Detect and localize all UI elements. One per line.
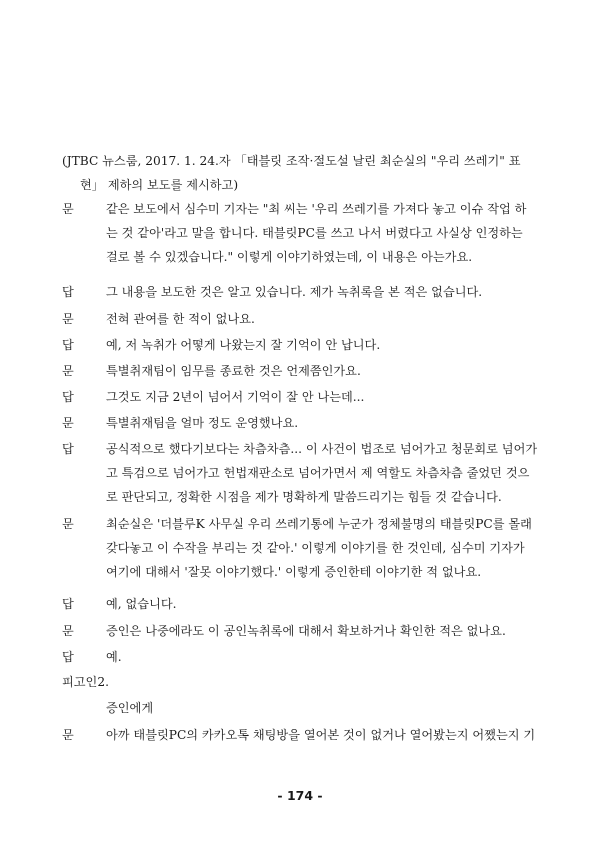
- qa-line: 예.: [106, 650, 122, 664]
- speaker-label: 답: [62, 338, 74, 352]
- qa-item: [62, 359, 550, 383]
- qa-item: [62, 723, 550, 747]
- speaker-label: 문: [62, 364, 74, 378]
- speaker-label: 답: [62, 390, 74, 404]
- qa-line: 특별취재팀이 임무를 종료한 것은 언제쯤인가요.: [106, 364, 361, 378]
- intro-line-2: 현」 제하의 보도를 제시하고): [80, 178, 239, 192]
- qa-line: 아까 태블릿PC의 카카오톡 채팅방을 열어본 것이 없거나 열어봤는지 어쨌는지 기: [106, 728, 536, 742]
- qa-line: 전혀 관여를 한 적이 없나요.: [106, 312, 255, 326]
- qa-line: 증인은 나중에라도 이 공인녹취록에 대해서 확보하거나 확인한 적은 없나요.: [106, 624, 506, 638]
- qa-item: [62, 197, 550, 269]
- qa-line: 는 것 같아'라고 말을 합니다. 태블릿PC를 쓰고 나서 버렸다고 사실상 인정하는: [106, 226, 523, 240]
- qa-item: [62, 307, 550, 331]
- qa-line: 그 내용을 보도한 것은 알고 있습니다. 제가 녹취록을 본 적은 없습니다.: [106, 285, 483, 299]
- qa-item: [62, 437, 550, 509]
- qa-item: [62, 333, 550, 357]
- qa-item: [62, 512, 550, 584]
- speaker-label: 문: [62, 312, 74, 326]
- qa-line: 여기에 대해서 '잘못 이야기했다.' 이렇게 증인한테 이야기한 적 없나요.: [106, 565, 482, 579]
- qa-line: 로 판단되고, 정확한 시점을 제가 명확하게 말씀드리기는 힘들 것 같습니다.: [106, 490, 502, 504]
- witness-label: 증인에게: [106, 701, 154, 715]
- intro-line-1: (JTBC 뉴스룸, 2017. 1. 24.자 「태블릿 조작·절도설 날린 최순실의 "우리 쓰레기" 표: [62, 154, 521, 168]
- qa-item: [62, 645, 550, 669]
- speaker-label: 문: [62, 202, 74, 216]
- intro-paragraph: [62, 149, 550, 197]
- qa-line: 같은 보도에서 심수미 기자는 "최 씨는 '우리 쓰레기를 가져다 놓고 이슈 작업 하: [106, 202, 527, 216]
- speaker-label: 문: [62, 517, 74, 531]
- qa-line: 예, 저 녹취가 어떻게 나왔는지 잘 기억이 안 납니다.: [106, 338, 381, 352]
- speaker-label: 답: [62, 442, 74, 456]
- qa-item: [62, 411, 550, 435]
- qa-item: [62, 385, 550, 409]
- speaker-label: 답: [62, 650, 74, 664]
- qa-line: 걸로 볼 수 있겠습니다." 이렇게 이야기하였는데, 이 내용은 아는가요.: [106, 250, 473, 264]
- speaker-label: 답: [62, 597, 74, 611]
- qa-line: 최순실은 '더블루K 사무실 우리 쓰레기통에 누군가 정체불명의 태블릿PC를 몰래: [106, 517, 532, 531]
- speaker-label: 문: [62, 624, 74, 638]
- qa-item: [62, 619, 550, 643]
- defendant-label: 피고인2.: [62, 675, 109, 689]
- qa-item: [62, 592, 550, 616]
- qa-line: 고 특검으로 넘어가고 헌법재판소로 넘어가면서 제 역할도 차츰차츰 줄었던 것으: [106, 466, 530, 480]
- qa-line: 갖다놓고 이 수작을 부리는 것 같아.' 이렇게 이야기를 한 것인데, 심수미 기자가: [106, 541, 525, 555]
- page-number: - 174 -: [277, 788, 323, 803]
- qa-item: [62, 280, 550, 304]
- qa-line: 그것도 지금 2년이 넘어서 기억이 잘 안 나는데...: [106, 390, 365, 404]
- speaker-label: 답: [62, 285, 74, 299]
- speaker-label: 문: [62, 728, 74, 742]
- speaker-label: 문: [62, 416, 74, 430]
- qa-line: 공식적으로 했다기보다는 차츰차츰... 이 사건이 법조로 넘어가고 청문회로 넘어가: [106, 442, 538, 456]
- qa-line: 예, 없습니다.: [106, 597, 177, 611]
- qa-line: 특별취재팀을 얼마 정도 운영했나요.: [106, 416, 299, 430]
